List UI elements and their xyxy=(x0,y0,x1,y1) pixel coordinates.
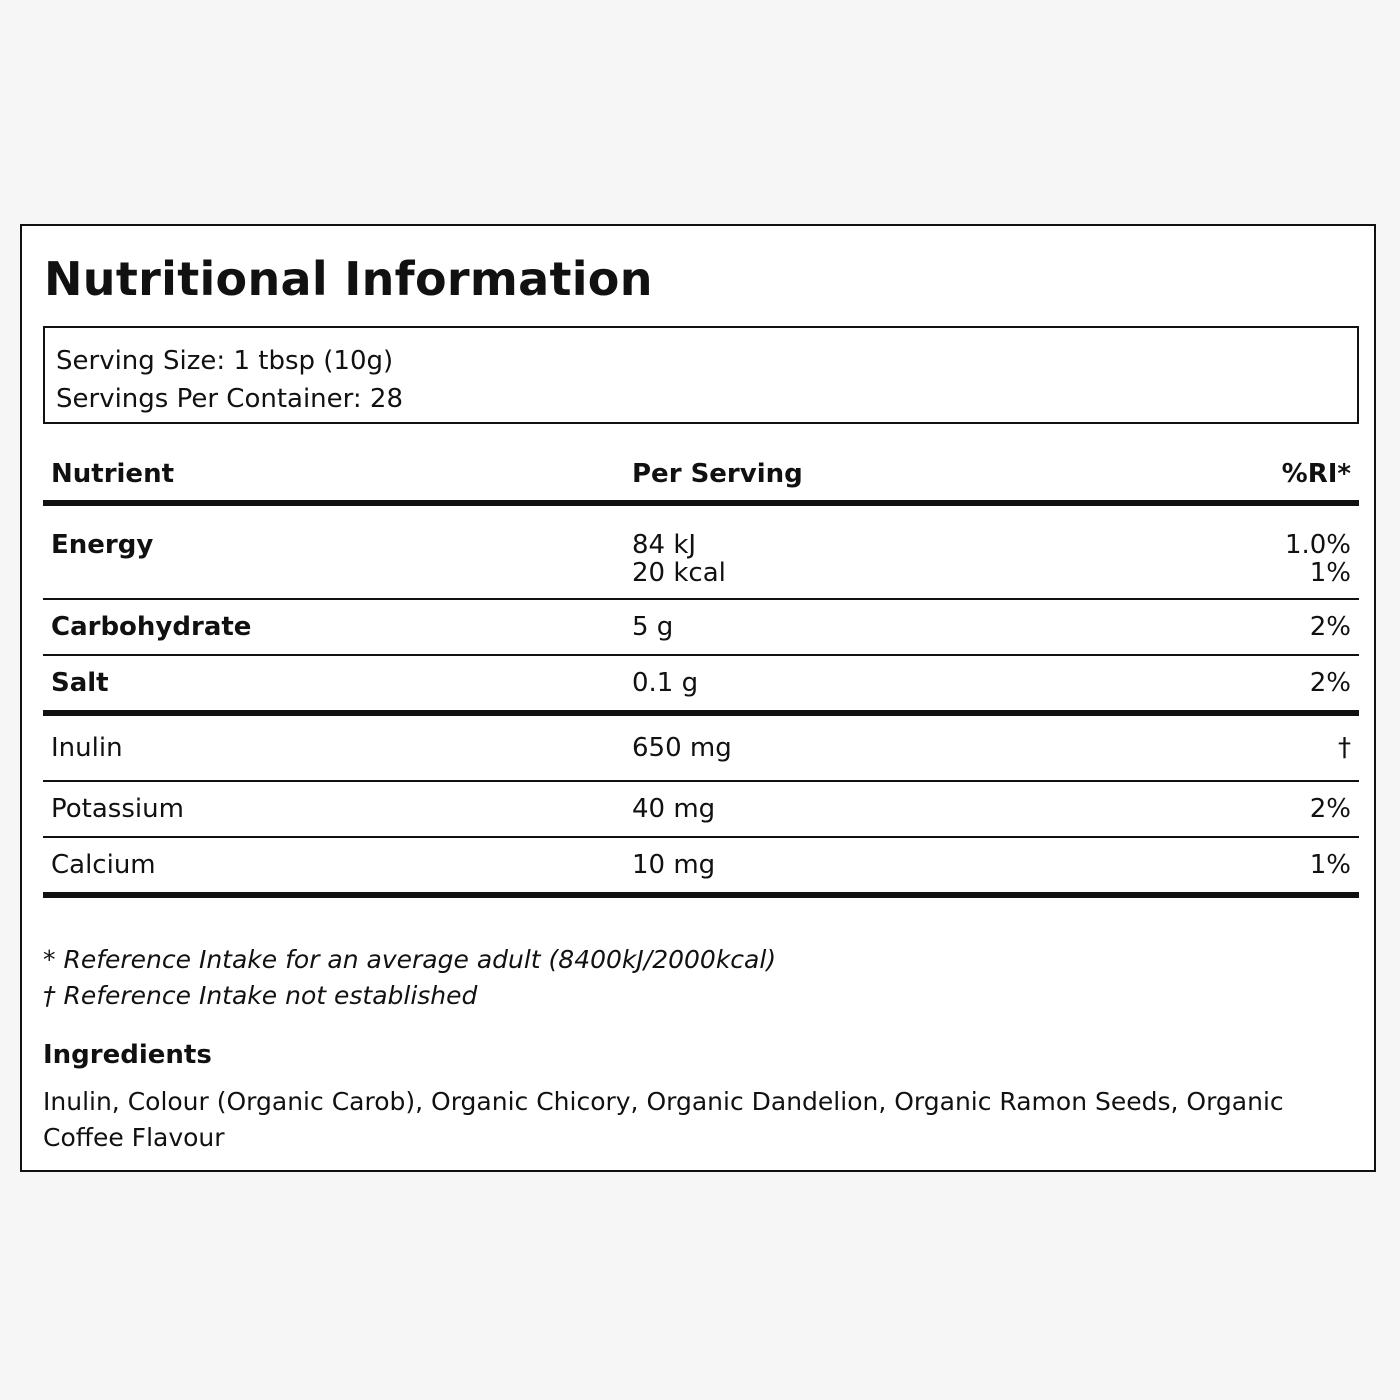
header-ri: %RI* xyxy=(1281,459,1351,489)
nutrient-amount: 0.1 g xyxy=(632,668,699,698)
nutrient-name: Energy xyxy=(51,530,154,560)
ingredients-text: Inulin, Colour (Organic Carob), Organic Chicory, Organic Dandelion, Organic Ramon Seeds, Organic Coffee Flavour xyxy=(43,1087,1284,1152)
nutrient-ri: 2% xyxy=(1309,612,1351,642)
table-row xyxy=(43,558,1359,598)
nutrient-name: Potassium xyxy=(51,794,184,824)
nutrition-table xyxy=(43,448,1359,898)
nutrient-ri: 2% xyxy=(1309,668,1351,698)
nutrient-ri: 1% xyxy=(1309,850,1351,880)
table-row xyxy=(43,600,1359,654)
nutrient-name: Salt xyxy=(51,668,109,698)
serving-info-box xyxy=(43,326,1359,424)
page-title: Nutritional Information xyxy=(44,252,653,306)
nutrient-ri: † xyxy=(1338,733,1351,763)
nutrient-name: Carbohydrate xyxy=(51,612,252,642)
nutrient-amount: 84 kJ xyxy=(632,530,697,560)
table-row xyxy=(43,716,1359,780)
table-row xyxy=(43,782,1359,836)
nutrient-name: Inulin xyxy=(51,733,123,763)
footnotes xyxy=(43,942,776,1014)
table-row xyxy=(43,656,1359,710)
ingredients-heading: Ingredients xyxy=(43,1040,212,1070)
nutrient-ri: 1% xyxy=(1309,558,1351,588)
footnote-not-established: † Reference Intake not established xyxy=(43,981,478,1010)
table-row xyxy=(43,838,1359,892)
footnote-ri: * Reference Intake for an average adult (8400kJ/2000kcal) xyxy=(43,945,777,974)
nutrient-amount: 10 mg xyxy=(632,850,716,880)
header-per-serving: Per Serving xyxy=(632,459,803,489)
nutrient-amount: 5 g xyxy=(632,612,674,642)
serving-size: Serving Size: 1 tbsp (10g) xyxy=(56,346,394,376)
table-header-row xyxy=(43,448,1359,500)
nutrient-ri: 2% xyxy=(1309,794,1351,824)
nutrient-amount: 20 kcal xyxy=(632,558,726,588)
nutrient-ri: 1.0% xyxy=(1284,530,1351,560)
nutrient-amount: 650 mg xyxy=(632,733,732,763)
divider xyxy=(43,892,1359,898)
header-nutrient: Nutrient xyxy=(51,459,175,489)
servings-per-container: Servings Per Container: 28 xyxy=(56,384,404,414)
nutrient-amount: 40 mg xyxy=(632,794,716,824)
nutrient-name: Calcium xyxy=(51,850,156,880)
nutrition-label xyxy=(20,224,1376,1172)
